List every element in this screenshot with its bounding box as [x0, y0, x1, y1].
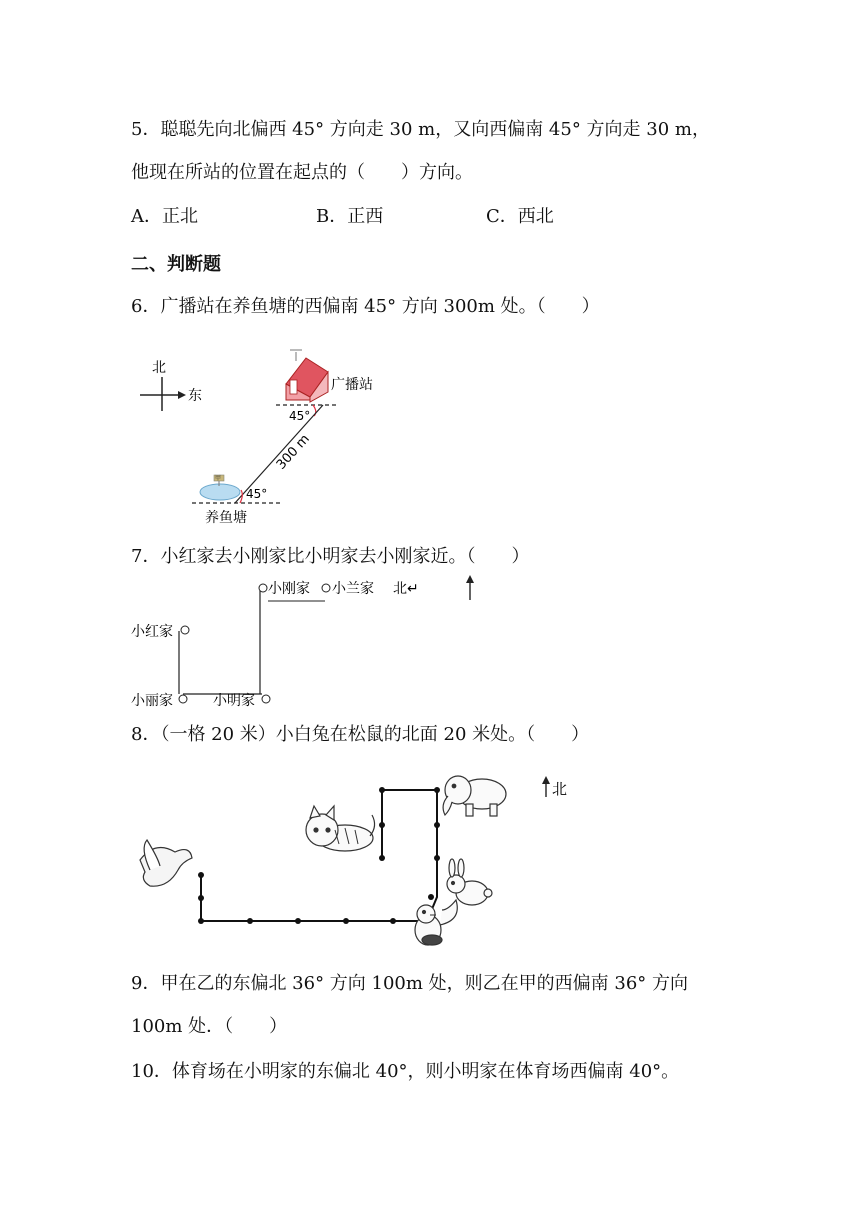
- q9-line2: 100m 处．（ ）: [131, 1016, 288, 1037]
- bird-icon: [140, 840, 192, 886]
- q7-ming-label: 小明家: [213, 693, 255, 709]
- q7-north-label: 北↵: [393, 581, 419, 597]
- section-title: 二、判断题: [131, 254, 221, 275]
- q6-angle-top: 45°: [289, 409, 311, 423]
- q5-line2: 他现在所站的位置在起点的（ ）方向。: [131, 162, 473, 183]
- q7-text: 7．小红家去小刚家比小明家去小刚家近。（ ）: [131, 546, 530, 567]
- q5-option-b: B．正西: [316, 206, 384, 227]
- q6-angle-bottom: 45°: [246, 487, 268, 501]
- cat-icon: [306, 806, 375, 851]
- q6-north-label: 北: [152, 360, 166, 376]
- q10-text: 10．体育场在小明家的东偏北 40°，则小明家在体育场西偏南 40°。: [131, 1061, 680, 1082]
- q9-line1: 9．甲在乙的东偏北 36° 方向 100m 处，则乙在甲的西偏南 36° 方向: [131, 973, 689, 994]
- q7-gang-label: 小刚家: [268, 581, 310, 597]
- q6-pond-label: 养鱼塘: [205, 510, 247, 526]
- q5-line1: 5．聪聪先向北偏西 45° 方向走 30 m，又向西偏南 45° 方向走 30 m，: [131, 119, 710, 140]
- q6-text: 6．广播站在养鱼塘的西偏南 45° 方向 300m 处。（ ）: [131, 296, 600, 317]
- q6-distance-label: 300 m: [273, 431, 313, 473]
- q5-option-a: A．正北: [131, 206, 198, 227]
- elephant-icon: [443, 776, 506, 816]
- q7-li-label: 小丽家: [131, 693, 173, 709]
- squirrel-icon: [415, 900, 457, 945]
- q5-option-c: C．西北: [486, 206, 554, 227]
- q6-station-label: 广播站: [331, 377, 373, 393]
- q6-east-label: 东: [188, 388, 202, 404]
- q8-north-label: 北: [552, 780, 568, 798]
- q6-pond-sign: 甲: [215, 475, 222, 482]
- north-arrow-icon: [542, 776, 550, 797]
- q8-text: 8．（一格 20 米）小白兔在松鼠的北面 20 米处。（ ）: [131, 724, 590, 745]
- q7-hong-label: 小红家: [131, 624, 173, 640]
- rabbit-icon: [447, 859, 492, 905]
- q7-lan-label: 小兰家: [332, 581, 374, 597]
